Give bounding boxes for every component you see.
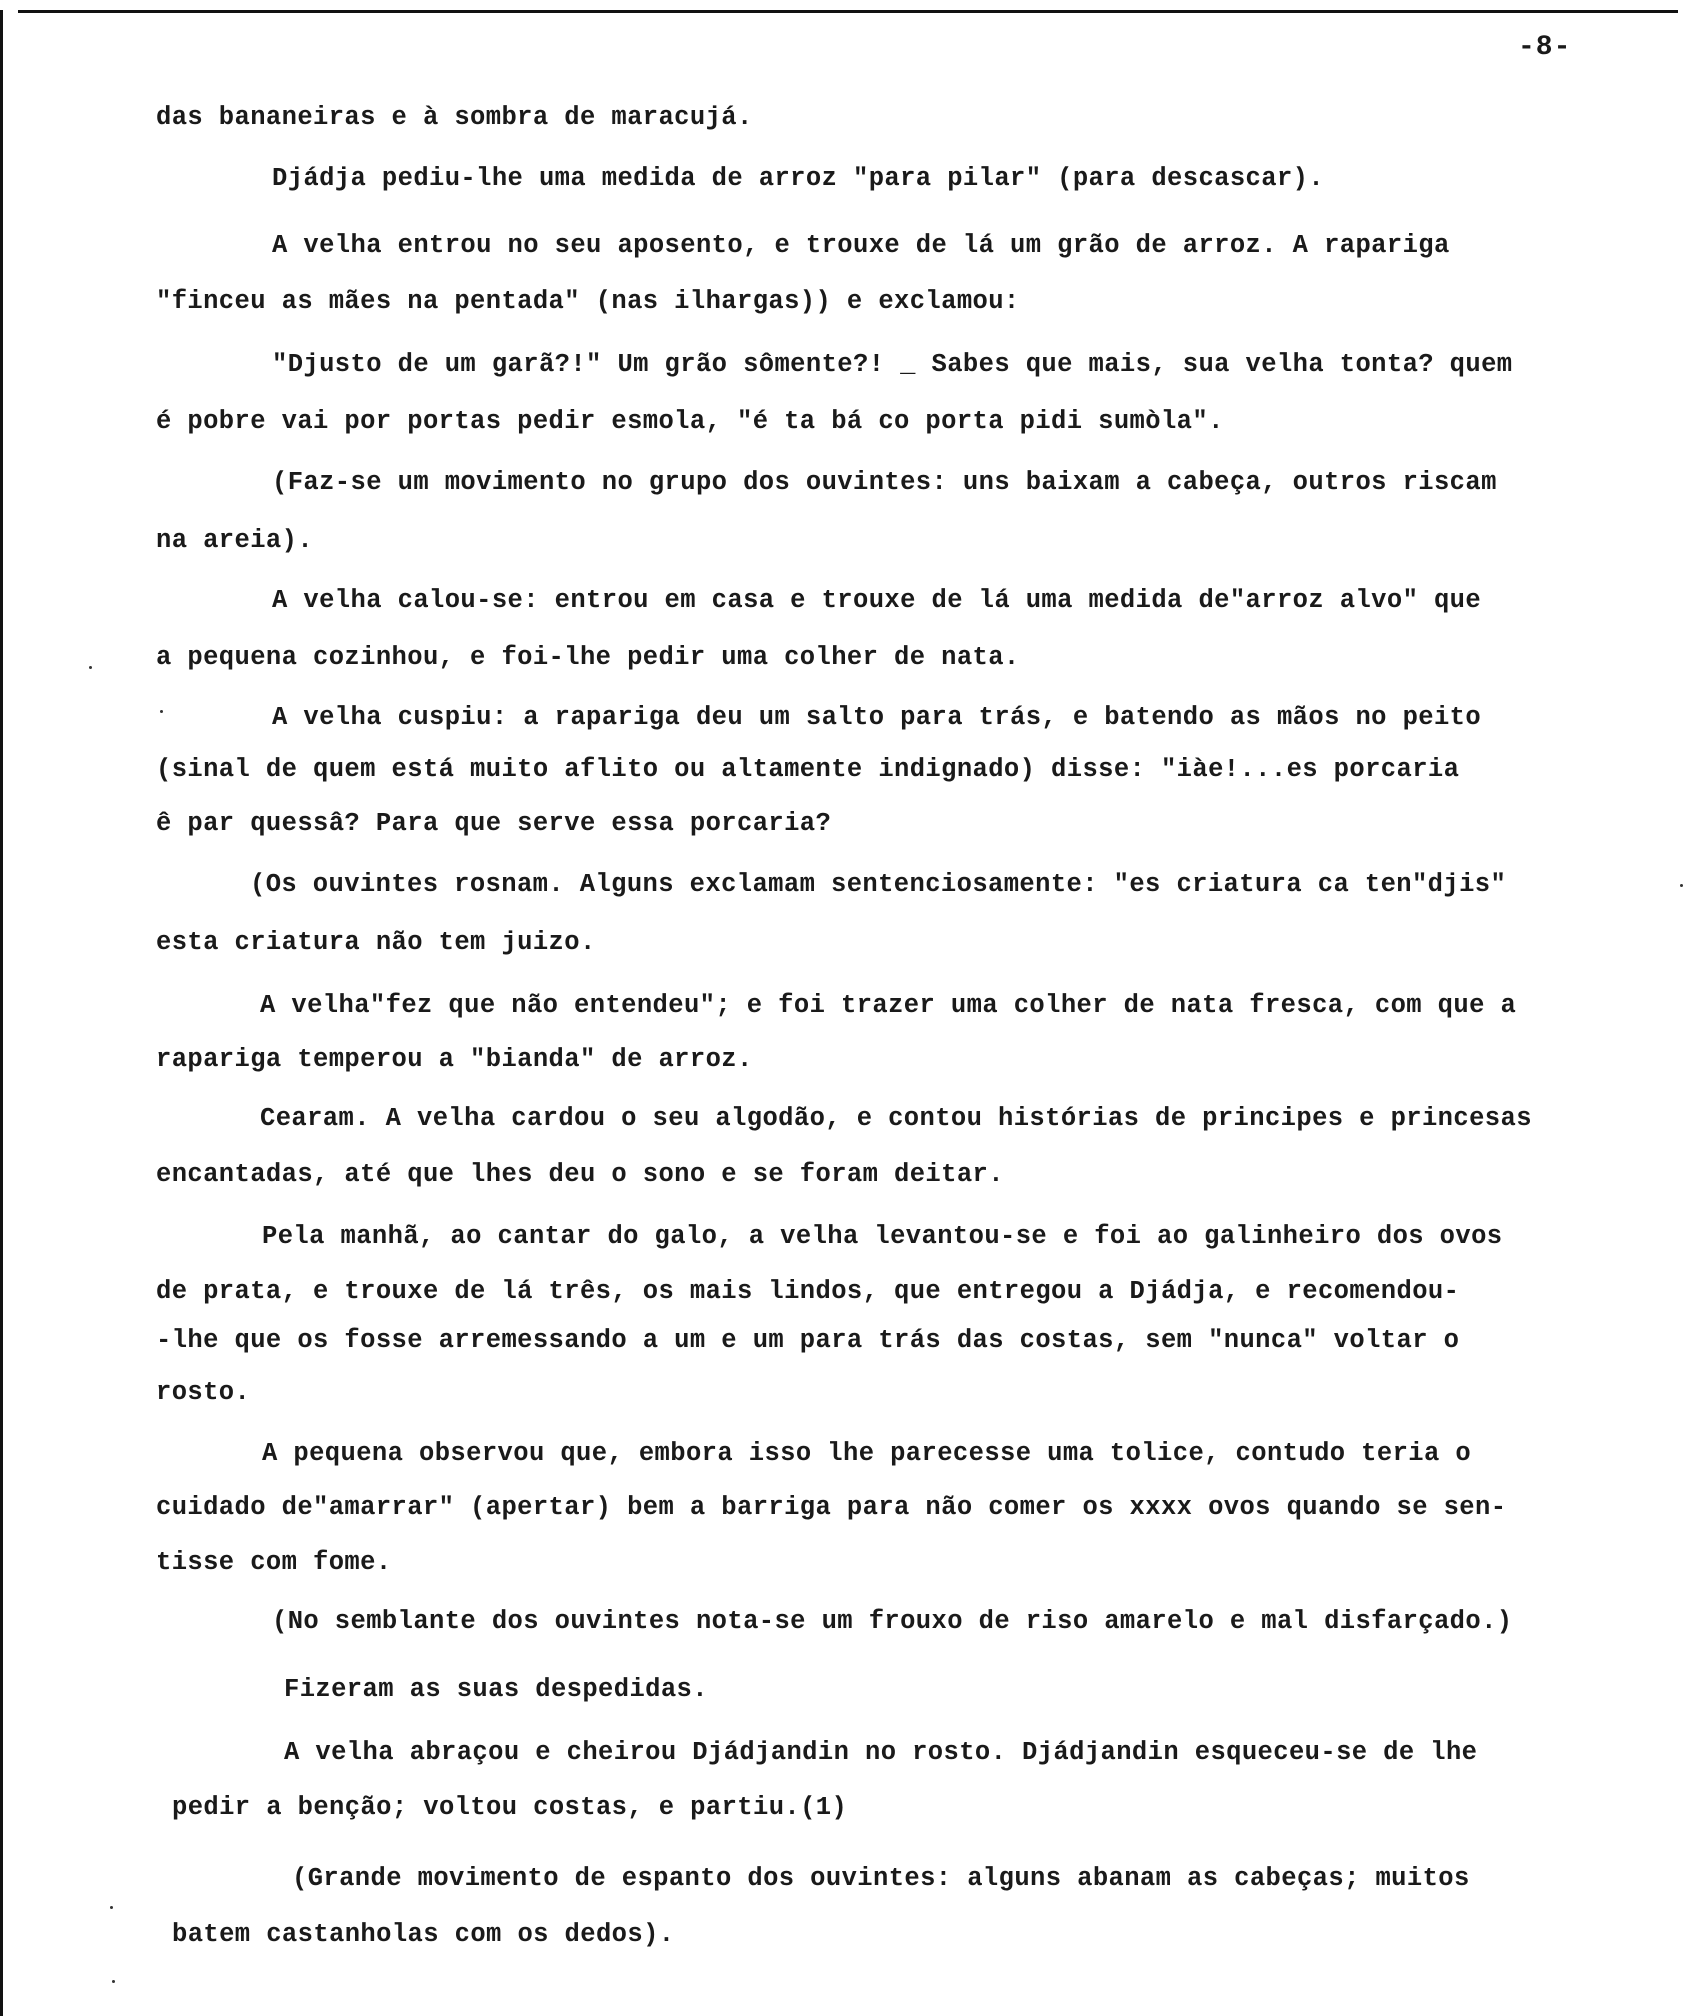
text-line: cuidado de"amarrar" (apertar) bem a barriga para não comer os xxxx ovos quando se sen- xyxy=(156,1493,1507,1522)
scan-speck xyxy=(110,1906,113,1909)
page-number: -8- xyxy=(1518,32,1572,63)
text-line: A velha abraçou e cheirou Djádjandin no rosto. Djádjandin esqueceu-se de lhe xyxy=(284,1738,1478,1767)
text-line: tisse com fome. xyxy=(156,1548,392,1577)
text-line: (sinal de quem está muito aflito ou altamente indignado) disse: "iàe!...es porcaria xyxy=(156,755,1460,784)
text-line: rapariga temperou a "bianda" de arroz. xyxy=(156,1045,753,1074)
text-line: A velha entrou no seu aposento, e trouxe de lá um grão de arroz. A rapariga xyxy=(272,231,1450,260)
scan-speck xyxy=(89,666,92,669)
text-line: ê par quessâ? Para que serve essa porcaria? xyxy=(156,809,832,838)
scan-speck xyxy=(160,710,163,713)
text-line: (No semblante dos ouvintes nota-se um frouxo de riso amarelo e mal disfarçado.) xyxy=(272,1607,1513,1636)
text-line: -lhe que os fosse arremessando a um e um para trás das costas, sem "nunca" voltar o xyxy=(156,1326,1460,1355)
text-line: (Faz-se um movimento no grupo dos ouvintes: uns baixam a cabeça, outros riscam xyxy=(272,468,1497,497)
text-line: esta criatura não tem juizo. xyxy=(156,928,596,957)
text-line: é pobre vai por portas pedir esmola, "é ta bá co porta pidi sumòla". xyxy=(156,407,1224,436)
text-line: batem castanholas com os dedos). xyxy=(172,1920,675,1949)
text-line: Pela manhã, ao cantar do galo, a velha levantou-se e foi ao galinheiro dos ovos xyxy=(262,1222,1503,1251)
text-line: "Djusto de um garã?!" Um grão sômente?! _ Sabes que mais, sua velha tonta? quem xyxy=(272,350,1513,379)
text-line: (Grande movimento de espanto dos ouvintes: alguns abanam as cabeças; muitos xyxy=(292,1864,1470,1893)
scan-speck xyxy=(1680,884,1683,887)
text-line: A pequena observou que, embora isso lhe parecesse uma tolice, contudo teria o xyxy=(262,1439,1472,1468)
text-line: Cearam. A velha cardou o seu algodão, e contou histórias de principes e princesas xyxy=(260,1104,1532,1133)
left-border-rule xyxy=(0,10,3,2016)
text-line: de prata, e trouxe de lá três, os mais lindos, que entregou a Djádja, e recomendou- xyxy=(156,1277,1460,1306)
text-line: A velha"fez que não entendeu"; e foi trazer uma colher de nata fresca, com que a xyxy=(260,991,1517,1020)
text-line: das bananeiras e à sombra de maracujá. xyxy=(156,103,753,132)
text-line: A velha calou-se: entrou em casa e trouxe de lá uma medida de"arroz alvo" que xyxy=(272,586,1482,615)
text-line: "finceu as mães na pentada" (nas ilhargas)) e exclamou: xyxy=(156,287,1020,316)
text-line: Djádja pediu-lhe uma medida de arroz "para pilar" (para descascar). xyxy=(272,164,1325,193)
text-line: pedir a benção; voltou costas, e partiu.(1) xyxy=(172,1793,848,1822)
top-border-rule xyxy=(18,10,1678,13)
text-line: A velha cuspiu: a rapariga deu um salto para trás, e batendo as mãos no peito xyxy=(272,703,1482,732)
text-line: rosto. xyxy=(156,1378,251,1407)
text-line: na areia). xyxy=(156,526,314,555)
text-line: (Os ouvintes rosnam. Alguns exclamam sentenciosamente: "es criatura ca ten"djis" xyxy=(250,870,1507,899)
text-line: a pequena cozinhou, e foi-lhe pedir uma colher de nata. xyxy=(156,643,1020,672)
text-line: Fizeram as suas despedidas. xyxy=(284,1675,708,1704)
text-line: encantadas, até que lhes deu o sono e se foram deitar. xyxy=(156,1160,1004,1189)
scan-speck xyxy=(112,1980,115,1983)
